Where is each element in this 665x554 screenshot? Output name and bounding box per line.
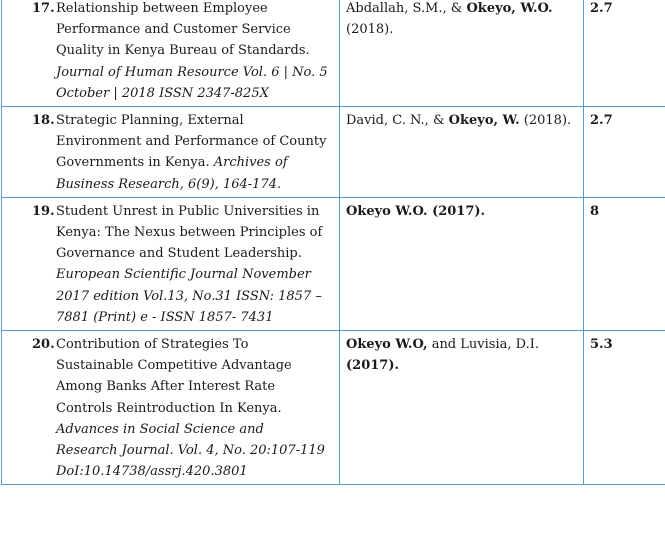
- paper-title: Student Unrest in Public Universities in Kenya: The Nexus between Principles of Governance and Student Leadership.: [56, 203, 323, 262]
- paper-title: Strategic Planning, External Environment and Performance of County Governments in Kenya.: [56, 113, 327, 171]
- score-cell: [584, 331, 665, 485]
- paper-title: Relationship between Employee Performance and Customer Service Quality in Kenya Bureau of Standards.: [56, 1, 310, 59]
- score-value: 2.7: [590, 113, 613, 129]
- score-value: 2.7: [590, 1, 613, 16]
- authors-cell: [340, 107, 584, 198]
- row-number: 20.: [32, 337, 55, 353]
- publication-year: (2018).: [346, 22, 394, 38]
- score-cell: [584, 107, 665, 198]
- journal-citation: Archives of Business Research, 6(9), 164-174.: [56, 155, 288, 192]
- authors-cell: [340, 197, 584, 330]
- table-row: [2, 331, 665, 485]
- authors-text: David, C. N., &: [346, 113, 445, 129]
- publications-table: [1, 0, 665, 485]
- title-cell: [2, 331, 340, 485]
- title-cell: [2, 0, 340, 107]
- journal-citation: European Scientific Journal November 2017 edition Vol.13, No.31 ISSN: 1857 – 7881 (Print) e - ISSN 1857- 7431: [56, 267, 322, 325]
- co-authors: and Luvisia, D.I.: [431, 337, 539, 353]
- authors-text: Abdallah, S.M., &: [346, 1, 463, 16]
- title-cell: [2, 197, 340, 330]
- journal-citation: Advances in Social Science and Research Journal. Vol. 4, No. 20:107-119 DoI:10.14738/assrj.420.3801: [56, 421, 325, 480]
- title-cell: [2, 107, 340, 198]
- author-highlight: Okeyo, W.: [448, 113, 520, 129]
- authors-cell: [340, 0, 584, 107]
- author-highlight: Okeyo W.O,: [346, 337, 428, 353]
- row-number: 18.: [32, 113, 55, 129]
- table-row: [2, 0, 665, 107]
- table-row: [2, 197, 665, 330]
- journal-citation: Journal of Human Resource Vol. 6 | No. 5 October | 2018 ISSN 2347-825X: [56, 64, 328, 101]
- score-cell: [584, 197, 665, 330]
- score-value: 8: [590, 203, 600, 219]
- publication-year: (2018).: [523, 113, 572, 129]
- publication-year: (2017).: [346, 358, 400, 374]
- row-number: 19.: [32, 203, 55, 219]
- score-cell: [584, 0, 665, 107]
- table-row: [2, 107, 665, 198]
- author-highlight: Okeyo, W.O.: [466, 1, 553, 16]
- author-highlight: Okeyo W.O. (2017).: [346, 203, 486, 219]
- score-value: 5.3: [590, 337, 613, 353]
- paper-title: Contribution of Strategies To Sustainable Competitive Advantage Among Banks After Interest Rate Controls Reintroduction In Kenya.: [56, 337, 292, 416]
- row-number: 17.: [32, 1, 55, 16]
- authors-cell: [340, 331, 584, 485]
